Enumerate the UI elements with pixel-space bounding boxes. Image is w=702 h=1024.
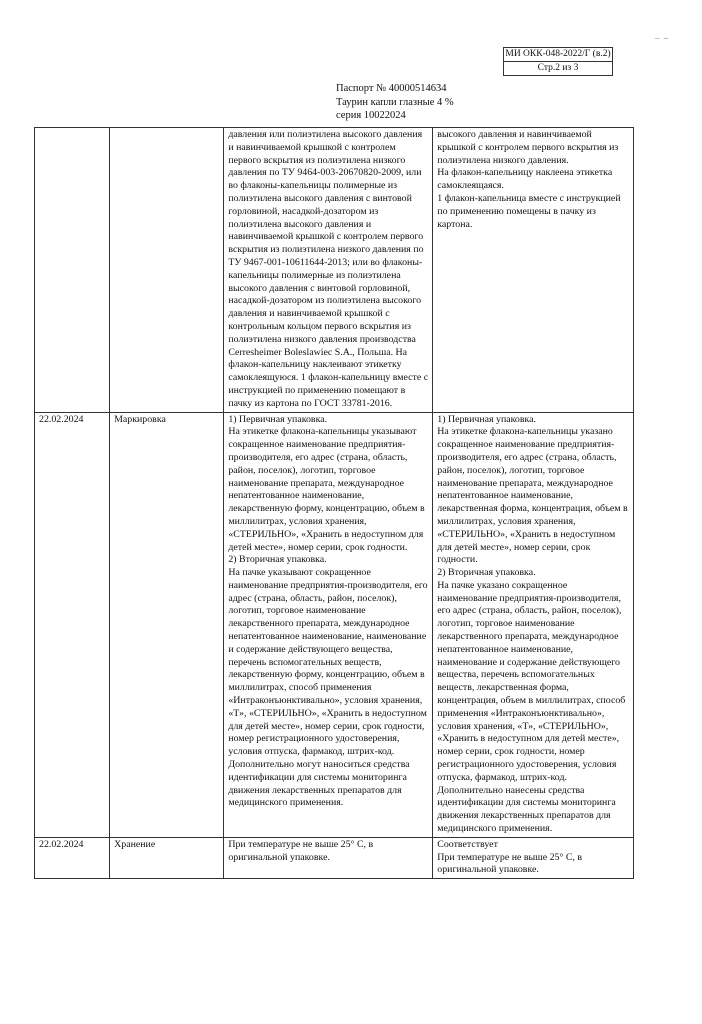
product-name: Таурин капли глазные 4 % — [336, 96, 454, 108]
result-paragraph: 2) Вторичная упаковка. — [437, 567, 536, 579]
passport-number: Паспорт № 40000514634 — [336, 83, 447, 94]
requirement-cell — [224, 412, 433, 837]
document-code: МИ ОКК-048-2022/Г (в.2) — [505, 49, 611, 59]
result-cell — [433, 837, 634, 878]
series-number: серия 10022024 — [336, 110, 406, 121]
date-cell: 22.02.2024 — [35, 412, 110, 837]
result-cell — [433, 412, 634, 837]
indicator-cell — [110, 128, 224, 413]
result-cell — [433, 128, 634, 413]
requirement-paragraph: давления или полиэтилена высокого давления и навинчиваемой крышкой с контролем первого вскрытия из полиэтилена низкого давления по ТУ 9464-003-20670820-2009, или во флаконы-капельницы полимерные из полиэтилена высокого давления с винтовой горловиной, насадкой-дозатором из полиэтилена высокого давления и навинчиваемой крышкой с контролем первого вскрытия из полиэтилена низкого давления по ТУ 9467-001-10611644-2013; или во флаконы-капельницы полимерные из полиэтилена высокого давления с винтовой горловиной, насадкой-дозатором из полиэтилена высокого давления и навинчиваемой крышкой с контрольным кольцом первого вскрытия из полиэтилена низкого давления производства Cerresheimer Boleslawiec S.A., Польша. На флакон-капельницу наклеивают этикетку самоклеящуюся. 1 флакон-капельницу вместе с инструкцией по применению помещают в пачку из картона по ГОСТ 33781-2016. — [228, 129, 429, 409]
indicator-cell: Маркировка — [110, 412, 224, 837]
requirement-paragraph: При температуре не выше 25° С, в оригинальной упаковке. — [228, 838, 374, 863]
result-paragraph: 1 флакон-капельница вместе с инструкцией по применению помещены в пачку из картона. — [437, 192, 621, 230]
requirement-paragraph: 2) Вторичная упаковка. — [228, 554, 327, 566]
result-paragraph: 1) Первичная упаковка. — [437, 413, 537, 425]
table-row — [35, 837, 634, 878]
result-paragraph: На пачке указано сокращенное наименование предприятия-производителя, его адрес (страна, область, район, поселок), логотип, торговое наименование лекарственного препарата, международное непатентованное наименование, наименование и содержание действующего вещества, перечень вспомогательных веществ, лекарственная форма, концентрация, объем в миллилитрах, способ применения «Интраконъюнктивально», условия хранения, «Т», «СТЕРИЛЬНО», «Хранить в недоступном для детей месте», номер серии, срок годности, номер регистрационного удостоверения, условия отпуска, фармакод, штрих-код. — [437, 579, 626, 783]
requirement-paragraph: Дополнительно могут наноситься средства идентификации для системы мониторинга движения лекарственных препаратов для медицинского применения. — [228, 759, 410, 809]
result-paragraph: Дополнительно нанесены средства идентификации для системы мониторинга движения лекарственных препаратов для медицинского применения. — [437, 784, 616, 835]
table-row — [35, 128, 634, 413]
date-cell — [35, 128, 110, 413]
corner-mark: – – — [655, 33, 670, 43]
quality-table — [34, 127, 634, 879]
date-cell: 22.02.2024 — [35, 837, 110, 878]
result-paragraph: При температуре не выше 25° С, в оригинальной упаковке. — [437, 851, 583, 876]
requirement-paragraph: На пачке указывают сокращенное наименование предприятия-производителя, его адрес (страна, область, район, поселок), логотип, торговое наименование лекарственного препарата, международное непатентованное наименование, наименование и содержание действующего вещества, перечень вспомогательных веществ, лекарственную форму, концентрацию, объем в миллилитрах, способ применения «Интраконъюнктивально», условия хранения, «Т», «СТЕРИЛЬНО», «Хранить в недоступном для детей месте», номер серии, срок годности, номер регистрационного удостоверения, условия отпуска, фармакод, штрих-код. — [228, 567, 428, 758]
table-row — [35, 412, 634, 837]
indicator-cell: Хранение — [110, 837, 224, 878]
document-code-stamp — [503, 47, 613, 76]
requirement-cell — [224, 128, 433, 413]
result-paragraph: высокого давления и навинчиваемой крышкой с контролем первого вскрытия из полиэтилена низкого давления. — [437, 129, 619, 166]
result-paragraph: На этикетке флакона-капельницы указано сокращенное наименование предприятия-производителя, его адрес (страна, область, район, поселок), логотип, торговое наименование препарата, международное непатентованное наименование, лекарственная форма, концентрация, объем в миллилитрах, условия хранения, «СТЕРИЛЬНО», «Хранить в недоступном для детей месте», номер серии, срок годности. — [437, 426, 628, 566]
requirement-cell — [224, 837, 433, 878]
result-paragraph: Соответствует — [437, 838, 498, 850]
requirement-paragraph: На этикетке флакона-капельницы указывают сокращенное наименование предприятия-производителя, его адрес (страна, область, район, поселок), логотип, торговое наименование препарата, международное непатентованное наименование, лекарственную форму, концентрацию, объем в миллилитрах, условия хранения, «СТЕРИЛЬНО», «Хранить в недоступном для детей месте», номер серии, срок годности. — [228, 426, 425, 553]
page-number: Стр.2 из 3 — [504, 61, 612, 75]
passport-header — [336, 82, 454, 123]
requirement-paragraph: 1) Первичная упаковка. — [228, 413, 328, 425]
result-paragraph: На флакон-капельницу наклеена этикетка самоклеящаяся. — [437, 167, 613, 192]
